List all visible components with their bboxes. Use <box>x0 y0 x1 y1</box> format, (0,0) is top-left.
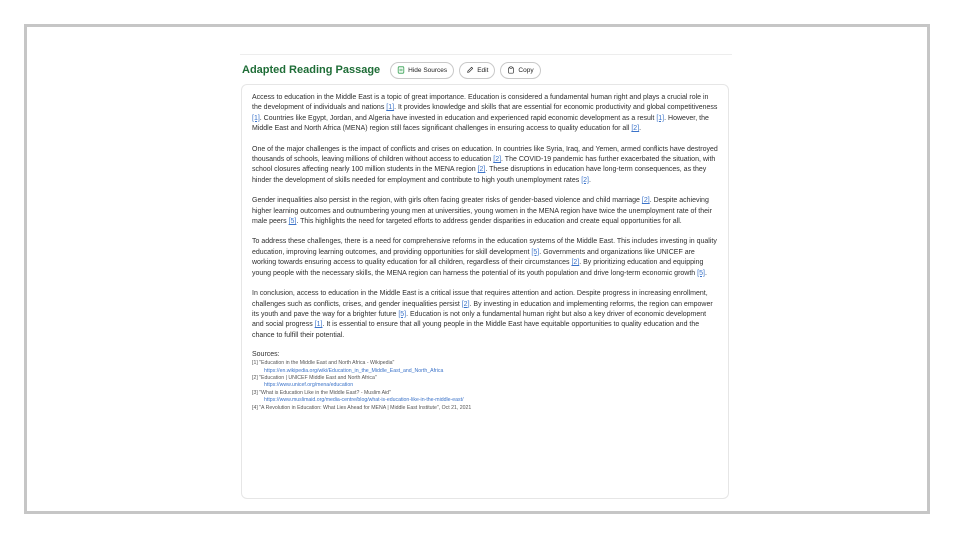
passage-text: . <box>704 269 707 277</box>
passage-text: In conclusion, access to education in the Middle East is a critical issue that requires attention and action. Despite progress in increasing enrollment, challenges such as conflicts, crises, and gender inequalities persist <box>252 290 708 308</box>
source-url-link[interactable]: https://www.unicef.org/mena/education <box>264 382 354 389</box>
passage-text: . The COVID-19 pandemic has further exacerbated the situation, with school closures affecting nearly 100 million students in the MENA region <box>252 156 716 174</box>
citation-link[interactable]: [2] <box>581 176 589 184</box>
hide-sources-label: Hide Sources <box>408 66 448 74</box>
source-url-link[interactable]: https://www.muslimaid.org/media-centre/blog/what-is-education-like-in-the-middle-east/ <box>264 397 464 404</box>
citation-link[interactable]: [5] <box>531 248 540 256</box>
passage-text: . By investing in education and implementing reforms, the region can empower its youth and pave the way for a brighter future <box>252 300 713 318</box>
citation-link[interactable]: [5] <box>398 310 407 318</box>
passage-text: . This highlights the need for targeted efforts to address gender disparities in education and create equal opportunities for all. <box>296 218 682 226</box>
citation-link[interactable]: [2] <box>571 259 580 267</box>
source-label: [1] "Education in the Middle East and North Africa - Wikipedia" <box>252 360 395 367</box>
passage-text: Access to education in the Middle East is a topic of great importance. Education is considered a fundamental human right and plays a crucial role in the development of individuals and nations <box>252 94 709 112</box>
passage-text: . Governments and organizations like UNICEF are working towards ensuring access to quality education for all children, regardless of their circumstances <box>252 248 695 267</box>
passage-text: . <box>589 176 591 184</box>
citation-link[interactable]: [1] <box>656 114 665 122</box>
citation-link[interactable]: [1] <box>252 114 260 122</box>
edit-button[interactable] <box>459 62 495 79</box>
divider <box>240 54 732 55</box>
hide-sources-button[interactable] <box>390 62 454 79</box>
passage-paragraph <box>252 196 718 227</box>
citation-link[interactable]: [2] <box>477 166 486 174</box>
copy-button[interactable] <box>500 62 540 79</box>
edit-label: Edit <box>477 66 489 74</box>
passage-paragraph <box>252 93 718 135</box>
passage-text: One of the major challenges is the impact of conflicts and crises on education. In countries like Syria, Iraq, and Yemen, armed conflicts have destroyed thousands of schools, leaving millions of children without access to education <box>252 145 718 164</box>
copy-label: Copy <box>518 66 534 74</box>
passage-paragraph <box>252 237 718 279</box>
citation-link[interactable]: [1] <box>314 321 323 329</box>
passage-text: . Countries like Egypt, Jordan, and Algeria have invested in education and experienced rapid economic development as a result <box>259 114 657 122</box>
sources-list <box>252 360 718 412</box>
citation-link[interactable]: [5] <box>697 269 705 277</box>
source-label: [4] "A Revolution in Education: What Lies Ahead for MENA | Middle East Institute", Oct 21, 2021 <box>252 404 472 411</box>
citation-link[interactable]: [5] <box>288 218 297 226</box>
passage-card <box>241 84 729 499</box>
citation-link[interactable]: [2] <box>641 197 650 205</box>
passage-body <box>252 93 718 341</box>
citation-link[interactable]: [1] <box>386 104 395 112</box>
reading-passage-panel <box>238 54 732 497</box>
panel-title: Adapted Reading Passage <box>242 64 381 76</box>
citation-link[interactable]: [2] <box>493 156 502 164</box>
passage-text: To address these challenges, there is a need for comprehensive reforms in the education systems of the Middle East. This includes investing in quality education, improving learning outcomes, and providing opportunities for skill development <box>252 238 717 256</box>
passage-text: . It is essential to ensure that all young people in the Middle East have equitable opportunities to quality education and the chance to fulfill their potential. <box>252 321 700 339</box>
passage-text: . Education is not only a fundamental human right but also a key driver of economic development and social progress <box>252 310 707 329</box>
source-label: [2] "Education | UNICEF Middle East and North Africa" <box>252 374 377 381</box>
passage-text: . However, the Middle East and North Africa (MENA) region still faces significant challenges in ensuring access to quality education for all <box>252 114 709 133</box>
source-label: [3] "What is Education Like in the Middle East? - Muslim Aid" <box>252 389 391 396</box>
passage-paragraph <box>252 145 718 187</box>
source-url-link[interactable]: https://en.wikipedia.org/wiki/Education_in_the_Middle_East_and_North_Africa <box>264 367 444 374</box>
clipboard-icon <box>507 66 515 74</box>
passage-paragraph <box>252 289 718 341</box>
passage-text: . These disruptions in education have long-term consequences, as they hinder the development of skills needed for employment and contribute to high youth unemployment rates <box>252 166 707 184</box>
sources-heading: Sources: <box>252 351 280 359</box>
panel-header <box>238 59 732 81</box>
citation-link[interactable]: [2] <box>461 300 470 308</box>
citation-link[interactable]: [2] <box>631 125 640 133</box>
document-icon <box>397 66 405 74</box>
passage-text: . <box>639 125 642 133</box>
passage-text: Gender inequalities also persist in the region, with girls often facing greater risks of gender-based violence and child marriage <box>252 197 642 205</box>
passage-text: . Despite achieving higher learning outcomes and outnumbering young men at universities, young women in the MENA region have twice the unemployment rate of their male peers <box>252 197 712 226</box>
pencil-icon <box>466 66 474 74</box>
passage-text: . It provides knowledge and skills that are essential for economic productivity and global competitiveness <box>394 104 718 112</box>
passage-text: . By prioritizing education and equipping young people with the necessary skills, the MENA region can harness the potential of its youth population and drive long-term economic growth <box>252 259 704 277</box>
